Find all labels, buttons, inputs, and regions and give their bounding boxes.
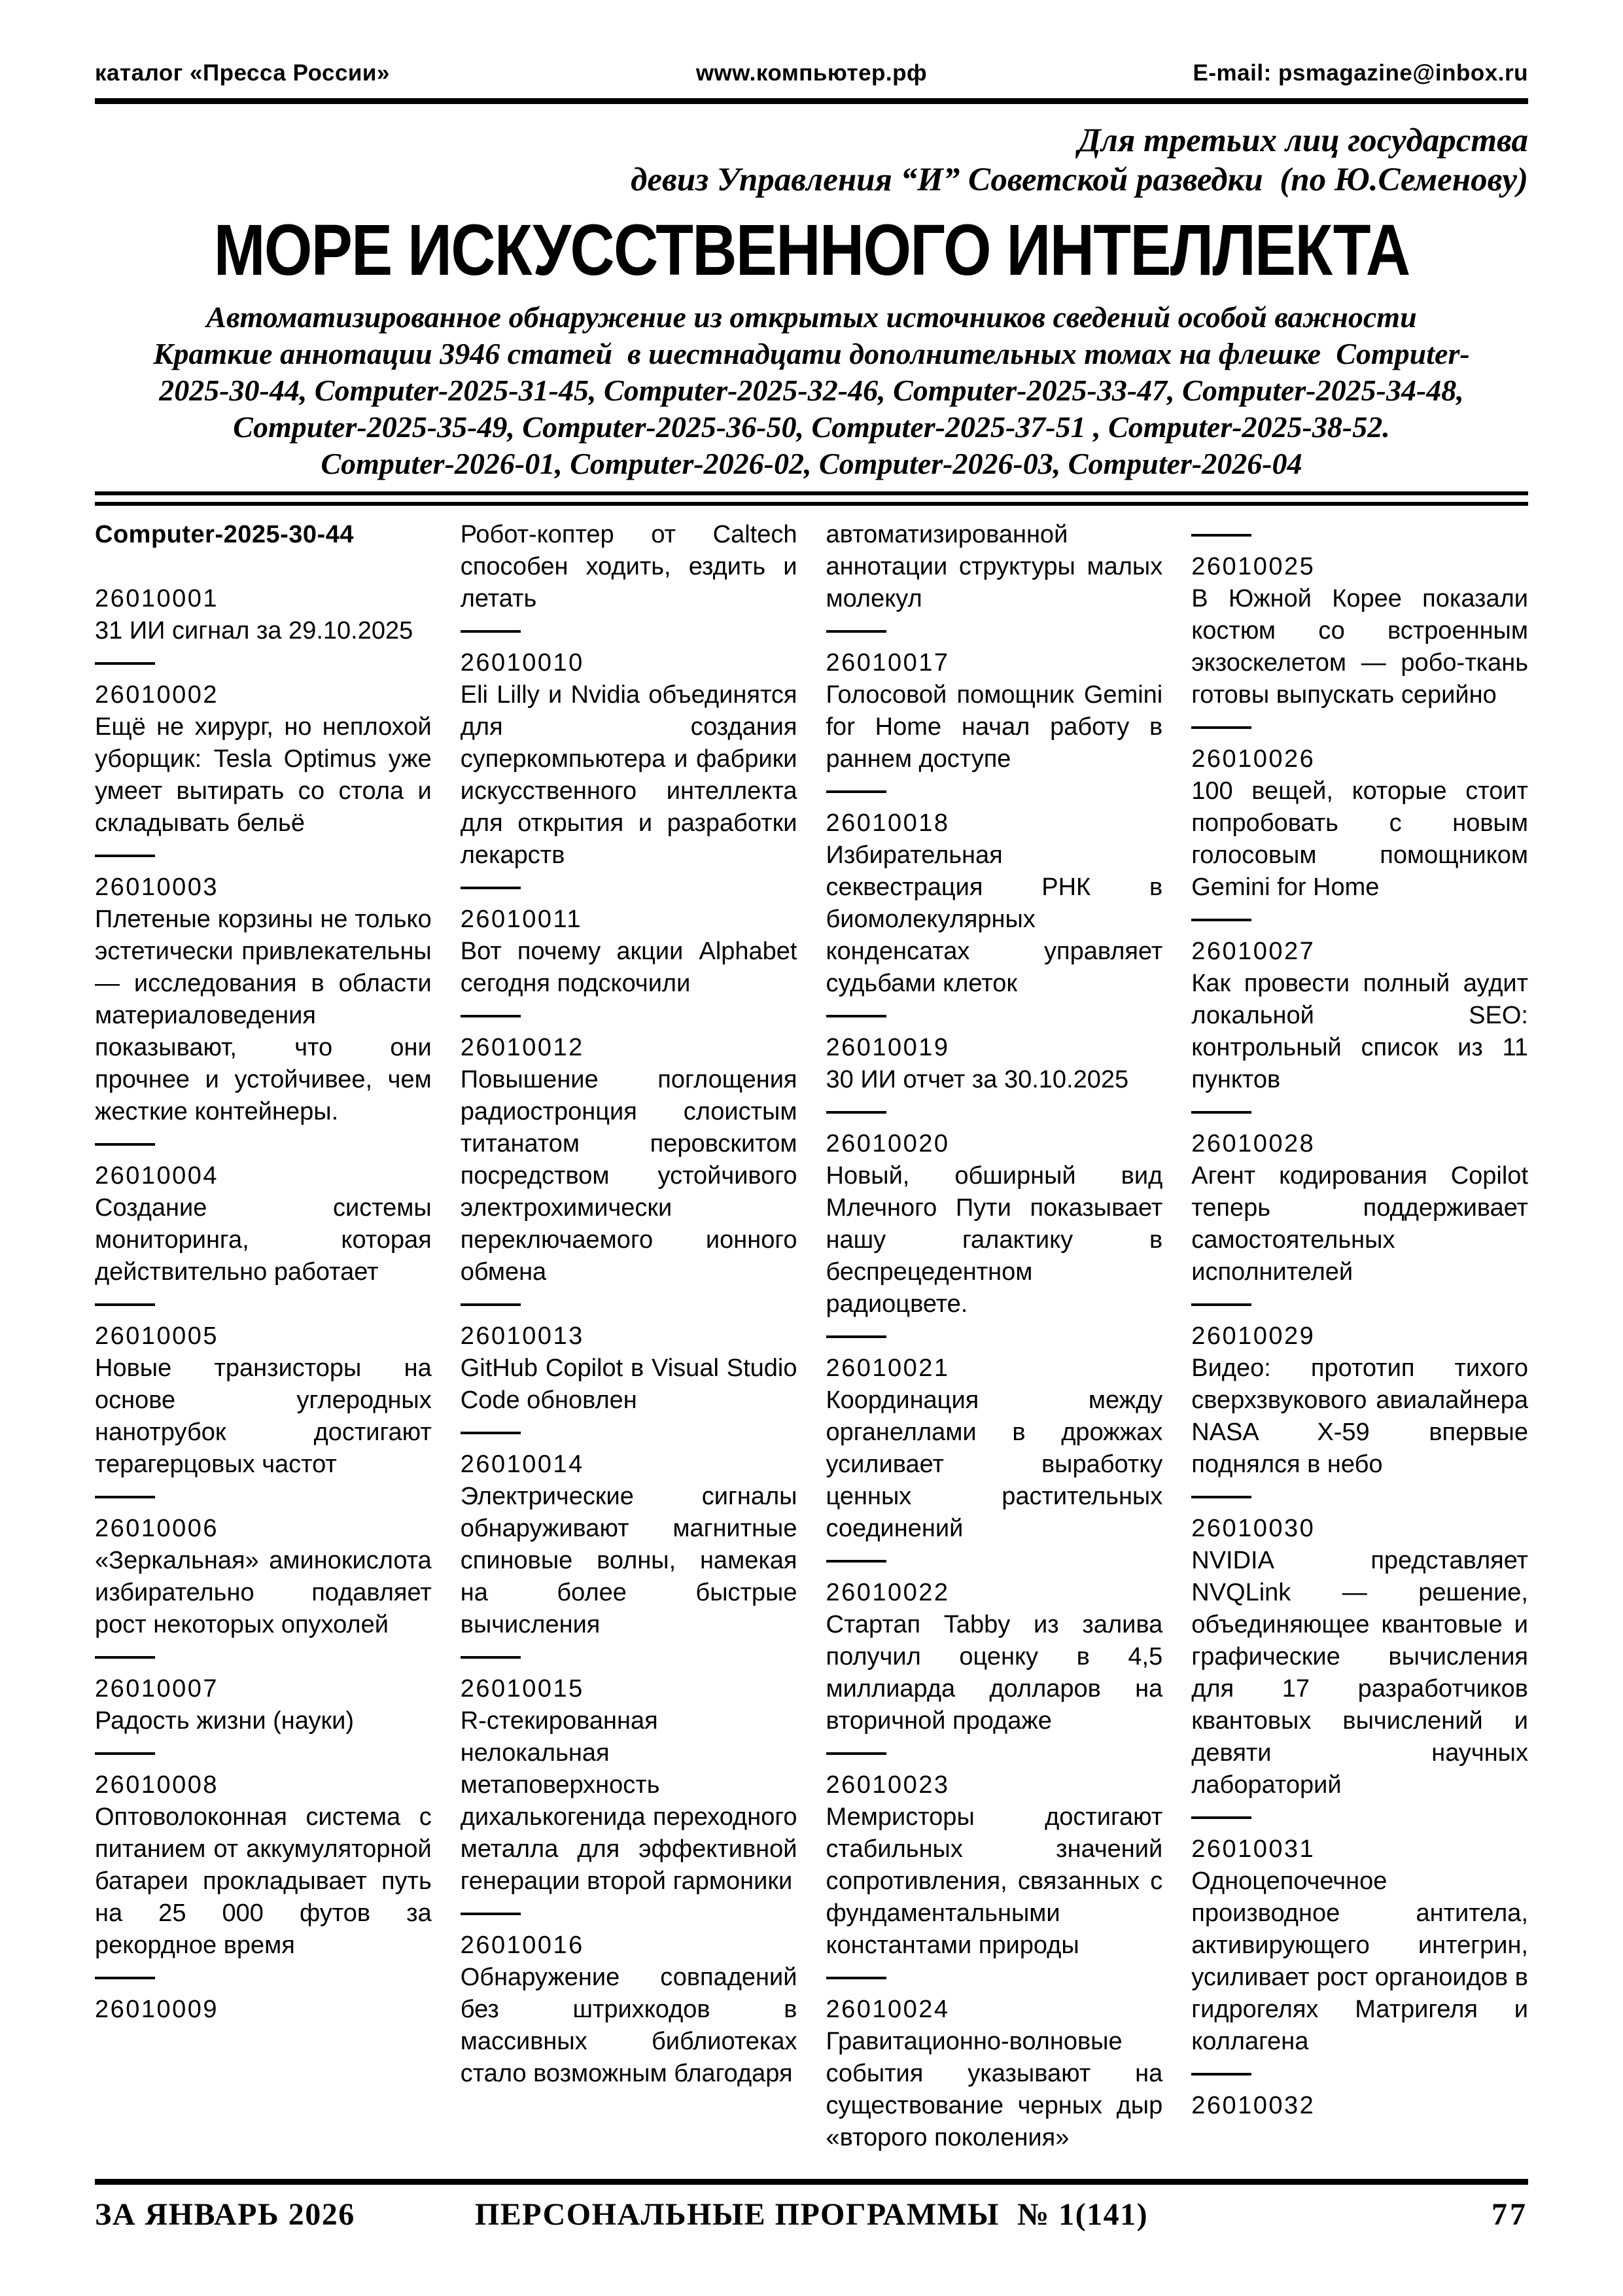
- footer-month: ЗА ЯНВАРЬ 2026: [95, 2197, 355, 2232]
- article-number: 26010012: [460, 1034, 584, 1061]
- separator-line: [95, 855, 155, 857]
- separator-line: [826, 1560, 886, 1563]
- item-separator: [95, 1962, 432, 1994]
- footer-journal-title: ПЕРСОНАЛЬНЫЕ ПРОГРАММЫ № 1(141): [474, 2197, 1149, 2232]
- item-separator: [826, 775, 1163, 807]
- separator-line: [1191, 2073, 1251, 2075]
- article-title: Одноцепочечное производное антитела, активирующего интегрин, усиливает рост органоидов в гидрогелях Матригеля и коллагена: [1191, 1867, 1528, 2055]
- article-number: 26010017: [826, 649, 950, 677]
- article-title: Видео: прототип тихого сверхзвукового авиалайнера NASA X-59 впервые поднялся в небо: [1191, 1354, 1528, 1478]
- article-number: 26010002: [95, 681, 219, 709]
- motto: [95, 121, 1528, 200]
- article-title: автоматизированной аннотации структуры малых молекул: [826, 521, 1163, 612]
- item-separator: [826, 1096, 1163, 1128]
- separator-line: [826, 1111, 886, 1114]
- site-url: www.компьютер.рф: [695, 60, 928, 86]
- separator-line: [826, 1015, 886, 1017]
- article-title: 31 ИИ сигнал за 29.10.2025: [95, 617, 413, 645]
- article-number: 26010001: [95, 585, 219, 612]
- item-separator: [461, 615, 797, 647]
- column-4: [1191, 519, 1528, 2168]
- separator-line: [95, 1752, 155, 1755]
- separator-line: [461, 1432, 521, 1434]
- motto-line-1: Для третьих лиц государства: [1077, 122, 1528, 159]
- separator-line: [461, 887, 521, 889]
- column-3: [826, 519, 1163, 2168]
- item-separator: [826, 1320, 1163, 1352]
- separator-line: [826, 790, 886, 793]
- separator-line: [95, 1656, 155, 1659]
- article-number: 26010020: [826, 1130, 950, 1157]
- article-columns: [95, 519, 1528, 2168]
- item-separator: [1191, 2058, 1528, 2090]
- separator-line: [461, 1656, 521, 1659]
- separator-line: [826, 1335, 886, 1338]
- item-separator: [1191, 1096, 1528, 1128]
- article-number: 26010019: [826, 1034, 950, 1061]
- item-separator: [461, 1898, 797, 1930]
- intro-line: 2025-30-44, Computer-2025-31-45, Computer-2025-32-46, Computer-2025-33-47, Computer-2025-34-48,: [159, 374, 1464, 407]
- article-number: 26010023: [826, 1771, 950, 1799]
- article-number: 26010013: [460, 1322, 584, 1350]
- article-number: 26010026: [1191, 745, 1316, 773]
- separator-line: [95, 1496, 155, 1498]
- article-title: R-стекированная нелокальная метаповерхность дихалькогенида переходного металла для эффективной генерации второй гармоники: [460, 1707, 797, 1895]
- column-1: [95, 519, 432, 2168]
- separator-line: [1191, 726, 1251, 729]
- separator-line: [1191, 1816, 1251, 1819]
- separator-line: [1191, 1496, 1251, 1498]
- page-header: [95, 59, 1528, 88]
- item-separator: [1191, 711, 1528, 743]
- item-separator: [826, 615, 1163, 647]
- page-footer: [95, 2179, 1528, 2233]
- article-title: Электрические сигналы обнаруживают магнитные спиновые волны, намекая на более быстрые вычисления: [460, 1483, 797, 1638]
- separator-line: [95, 1977, 155, 1979]
- separator-line: [95, 662, 155, 665]
- email-label: E-mail: psmagazine@inbox.ru: [1193, 60, 1528, 86]
- article-title: Гравитационно-волновые события указывают на существование черных дыр «второго поколения»: [826, 2028, 1163, 2151]
- separator-line: [95, 1303, 155, 1306]
- article-title: Новый, обширный вид Млечного Пути показывает нашу галактику в беспрецедентном радиоцвете.: [826, 1162, 1163, 1318]
- article-title: Радость жизни (науки): [95, 1707, 354, 1735]
- footer-row: [95, 2197, 1528, 2233]
- item-separator: [826, 1962, 1163, 1994]
- article-number: 26010030: [1191, 1515, 1316, 1542]
- article-title: Создание системы мониторинга, которая действительно работает: [95, 1194, 432, 1286]
- article-number: 26010004: [95, 1162, 219, 1190]
- title-wrap: [95, 210, 1528, 291]
- page-title: МОРЕ ИСКУССТВЕННОГО ИНТЕЛЛЕКТА: [213, 210, 1410, 291]
- article-number: 26010021: [826, 1354, 950, 1382]
- article-number: 26010008: [95, 1771, 219, 1799]
- item-separator: [461, 1000, 797, 1032]
- article-title: Eli Lilly и Nvidia объединятся для создания суперкомпьютера и фабрики искусственного интеллекта для открытия и разработки лекарств: [460, 681, 797, 869]
- item-separator: [95, 839, 432, 872]
- separator-line: [1191, 1303, 1251, 1306]
- footer-page-number: 77: [1492, 2197, 1528, 2232]
- article-number: 26010009: [95, 1996, 219, 2023]
- article-number: 26010010: [460, 649, 584, 677]
- article-number: 26010031: [1191, 1835, 1316, 1863]
- section-divider: [95, 491, 1528, 506]
- article-number: 26010016: [460, 1932, 584, 1959]
- article-number: 26010011: [460, 906, 582, 933]
- item-separator: [95, 647, 432, 679]
- article-title: 30 ИИ отчет за 30.10.2025: [826, 1066, 1129, 1093]
- intro-line: Краткие аннотации 3946 статей в шестнадцати дополнительных томах на флешке Computer-: [153, 337, 1470, 370]
- article-title: Ещё не хирург, но неплохой уборщик: Tesla Optimus уже умеет вытирать со стола и складывать бельё: [95, 713, 432, 837]
- item-separator: [1191, 1801, 1528, 1833]
- item-separator: [95, 1128, 432, 1160]
- item-separator: [1191, 1481, 1528, 1513]
- article-number: 26010007: [95, 1675, 219, 1703]
- separator-line: [1191, 534, 1251, 537]
- intro-paragraph: [95, 299, 1528, 482]
- article-number: 26010024: [826, 1996, 950, 2023]
- article-number: 26010014: [460, 1451, 584, 1478]
- article-title: Повышение поглощения радиостронция слоистым титанатом перовскитом посредством устойчивого электрохимически переключаемого ионного обмена: [460, 1066, 797, 1286]
- item-separator: [461, 872, 797, 904]
- article-title: Мемристоры достигают стабильных значений сопротивления, связанных с фундаментальными константами природы: [826, 1803, 1163, 1959]
- article-title: Робот-коптер от Caltech способен ходить, ездить и летать: [460, 521, 797, 612]
- article-title: Плетеные корзины не только эстетически привлекательны — исследования в области материаловедения показывают, что они прочнее и устойчивее, чем жесткие контейнеры.: [95, 906, 432, 1125]
- separator-line: [95, 1143, 155, 1146]
- item-separator: [95, 1288, 432, 1320]
- item-separator: [461, 1417, 797, 1449]
- separator-line: [826, 630, 886, 633]
- intro-line: Автоматизированное обнаружение из открытых источников сведений особой важности: [206, 300, 1417, 334]
- item-separator: [1191, 1288, 1528, 1320]
- catalog-label: каталог «Пресса России»: [95, 60, 390, 86]
- item-separator: [826, 1000, 1163, 1032]
- separator-line: [461, 1015, 521, 1017]
- item-separator: [95, 1641, 432, 1673]
- volume-heading: Computer-2025-30-44: [95, 521, 354, 548]
- article-number: 26010018: [826, 809, 950, 837]
- article-number: 26010028: [1191, 1130, 1316, 1157]
- article-number: 26010003: [95, 874, 219, 901]
- article-number: 26010029: [1191, 1322, 1316, 1350]
- article-number: 26010027: [1191, 938, 1316, 965]
- item-separator: [95, 1737, 432, 1769]
- article-number: 26010032: [1191, 2092, 1316, 2119]
- footer-rule: [95, 2179, 1528, 2185]
- item-separator: [461, 1288, 797, 1320]
- article-number: 26010025: [1191, 553, 1316, 580]
- article-title: Голосовой помощник Gemini for Home начал работу в раннем доступе: [826, 681, 1163, 773]
- article-title: Агент кодирования Copilot теперь поддерживает самостоятельных исполнителей: [1191, 1162, 1528, 1286]
- separator-line: [461, 630, 521, 633]
- item-separator: [461, 1641, 797, 1673]
- separator-line: [1191, 919, 1251, 921]
- intro-line: Computer-2026-01, Computer-2026-02, Computer-2026-03, Computer-2026-04: [321, 447, 1302, 480]
- intro-line: Computer-2025-35-49, Computer-2025-36-50, Computer-2025-37-51 , Computer-2025-38-52.: [233, 410, 1390, 444]
- separator-line: [1191, 1111, 1251, 1114]
- article-title: NVIDIA представляет NVQLink — решение, объединяющее квантовые и графические вычисления для 17 разработчиков квантовых вычислений и девяти научных лабораторий: [1191, 1547, 1528, 1799]
- article-title: Обнаружение совпадений без штрихкодов в массивных библиотеках стало возможным благодаря: [460, 1964, 797, 2087]
- article-title: В Южной Корее показали костюм со встроенным экзоскелетом — робо-ткань готовы выпускать серийно: [1191, 585, 1528, 709]
- article-number: 26010006: [95, 1515, 219, 1542]
- separator-line: [461, 1303, 521, 1306]
- article-title: Стартап Tabby из залива получил оценку в 4,5 миллиарда долларов на вторичной продаже: [826, 1611, 1163, 1735]
- separator-line: [826, 1977, 886, 1979]
- separator-line: [826, 1752, 886, 1755]
- item-separator: [95, 1481, 432, 1513]
- item-separator: [826, 1545, 1163, 1577]
- separator-line: [461, 1913, 521, 1915]
- item-separator: [826, 1737, 1163, 1769]
- article-number: 26010015: [460, 1675, 584, 1703]
- article-title: Как провести полный аудит локальной SEO: контрольный список из 11 пунктов: [1191, 970, 1528, 1093]
- article-title: Вот почему акции Alphabet сегодня подскочили: [460, 938, 797, 997]
- item-separator: [1191, 904, 1528, 936]
- article-title: GitHub Copilot в Visual Studio Code обновлен: [460, 1354, 797, 1414]
- header-rule: [95, 98, 1528, 104]
- article-title: Координация между органеллами в дрожжах усиливает выработку ценных растительных соединений: [826, 1386, 1163, 1542]
- motto-line-2: девиз Управления “И” Советской разведки (по Ю.Семенову): [631, 162, 1528, 198]
- article-title: 100 вещей, которые стоит попробовать с новым голосовым помощником Gemini for Home: [1191, 777, 1528, 901]
- article-number: 26010022: [826, 1579, 950, 1606]
- column-2: [461, 519, 797, 2168]
- item-separator: [1191, 519, 1528, 551]
- article-title: Новые транзисторы на основе углеродных нанотрубок достигают терагерцовых частот: [95, 1354, 432, 1478]
- article-title: Оптоволоконная система с питанием от аккумуляторной батареи прокладывает путь на 25 000 футов за рекордное время: [95, 1803, 432, 1959]
- article-title: Избирательная секвестрация РНК в биомолекулярных конденсатах управляет судьбами клеток: [826, 841, 1163, 997]
- article-number: 26010005: [95, 1322, 219, 1350]
- article-title: «Зеркальная» аминокислота избирательно подавляет рост некоторых опухолей: [95, 1547, 432, 1638]
